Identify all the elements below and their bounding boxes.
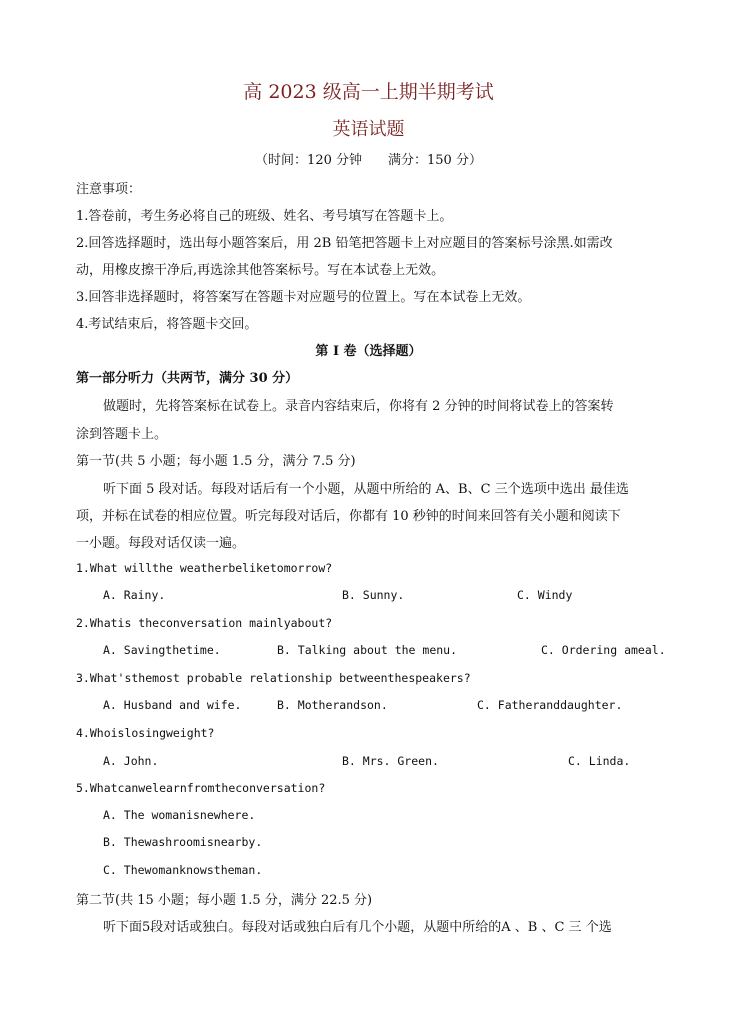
q5-option-b: B. Thewashroomisnearby. <box>103 835 263 849</box>
note-item: 动，用橡皮擦干净后,再选涂其他答案标号。写在本试卷上无效。 <box>76 263 445 278</box>
q5-option-a: A. The womanisnewhere. <box>103 808 256 822</box>
q3-option-a: A. Husband and wife. <box>103 698 242 712</box>
note-item: 3.回答非选择题时，将答案写在答题卡对应题号的位置上。写在本试卷上无效。 <box>76 290 531 305</box>
q5-option-c: C. Thewomanknowstheman. <box>103 863 263 877</box>
q2-option-b: B. Talking about the menu. <box>277 643 458 657</box>
sec2-title: 第二节(共 15 小题；每小题 1.5 分，满分 22.5 分) <box>76 893 373 908</box>
q3-option-b: B. Motherandson. <box>277 698 388 712</box>
time-info: （时间：120 分钟 满分：150 分） <box>255 153 482 168</box>
exam-subtitle: 英语试题 <box>332 119 405 140</box>
notes-heading: 注意事项： <box>76 182 142 197</box>
question-4: 4.Whoislosingweight? <box>76 726 215 740</box>
note-item: 2.回答选择题时，选出每小题答案后，用 2B 铅笔把答题卡上对应题目的答案标号涂黑.如需改 <box>76 236 613 251</box>
sec1-intro-line: 听下面 5 段对话。每段对话后有一个小题，从题中所给的 A、B、C 三个选项中选出 最佳选 <box>103 482 629 497</box>
q4-option-c: C. Linda. <box>568 754 631 768</box>
note-item: 4.考试结束后，将答题卡交回。 <box>76 317 258 332</box>
q1-option-b: B. Sunny. <box>342 588 405 602</box>
q3-option-c: C. Fatheranddaughter. <box>477 698 623 712</box>
q1-option-c: C. Windy <box>517 588 573 602</box>
volume-title: 第 I 卷（选择题） <box>315 344 422 359</box>
question-2: 2.Whatis theconversation mainlyabout? <box>76 616 333 630</box>
q2-option-a: A. Savingthetime. <box>103 643 221 657</box>
note-item: 1.答卷前，考生务必将自己的班级、姓名、考号填写在答题卡上。 <box>76 209 453 224</box>
part1-title: 第一部分听力（共两节，满分 30 分） <box>76 371 299 386</box>
question-1: 1.What willthe weatherbeliketomorrow? <box>76 561 333 575</box>
sec2-intro-line: 听下面5段对话或独白。每段对话或独白后有几个小题，从题中所给的A 、B 、C 三 个选 <box>103 920 612 935</box>
q2-option-c: C. Ordering ameal. <box>541 643 666 657</box>
q4-option-b: B. Mrs. Green. <box>342 754 439 768</box>
q4-option-a: A. John. <box>103 754 159 768</box>
exam-title: 高 2023 级高一上期半期考试 <box>243 81 494 103</box>
question-3: 3.What'sthemost probable relationship betweenthespeakers? <box>76 671 471 685</box>
part1-intro-line: 涂到答题卡上。 <box>76 427 168 442</box>
sec1-title: 第一节(共 5 小题；每小题 1.5 分，满分 7.5 分) <box>76 454 356 469</box>
q1-option-a: A. Rainy. <box>103 588 166 602</box>
question-5: 5.Whatcanwelearnfromtheconversation? <box>76 781 326 795</box>
sec1-intro-line: 项，并标在试卷的相应位置。听完每段对话后，你都有 10 秒钟的时间来回答有关小题和阅读下 <box>76 509 621 524</box>
part1-intro-line: 做题时，先将答案标在试卷上。录音内容结束后，你将有 2 分钟的时间将试卷上的答案转 <box>103 399 614 414</box>
sec1-intro-line: 一小题。每段对话仅读一遍。 <box>76 536 246 551</box>
